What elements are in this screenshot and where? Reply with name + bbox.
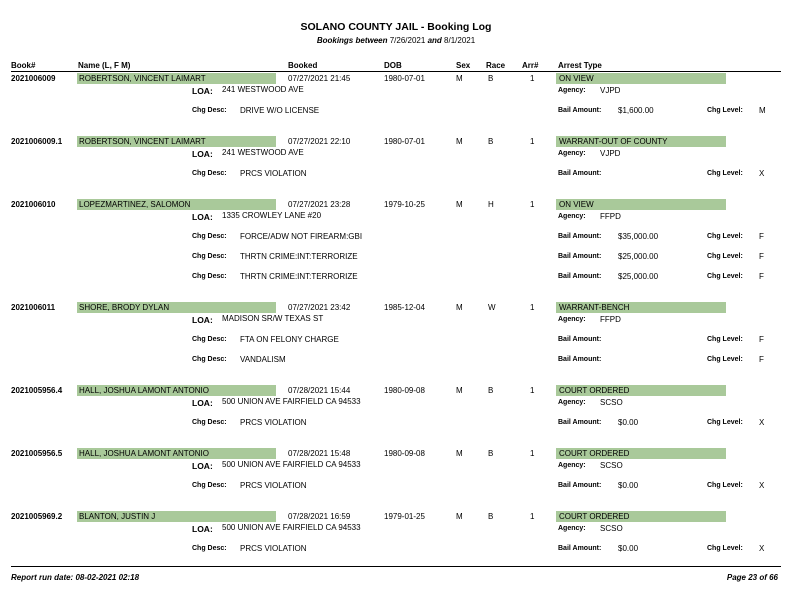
booked-datetime: 07/27/2021 22:10 bbox=[288, 137, 351, 146]
bail-amount-label: Bail Amount: bbox=[558, 107, 602, 114]
race: B bbox=[488, 137, 494, 146]
inmate-name-cell bbox=[77, 385, 276, 396]
loa-label: LOA: bbox=[192, 315, 213, 325]
inmate-name-cell bbox=[77, 448, 276, 459]
agency: VJPD bbox=[600, 149, 621, 158]
inmate-name: HALL, JOSHUA LAMONT ANTONIO bbox=[79, 386, 209, 395]
arrest-number: 1 bbox=[530, 137, 535, 146]
agency: VJPD bbox=[600, 86, 621, 95]
bail-amount-label: Bail Amount: bbox=[558, 170, 602, 177]
sex: M bbox=[456, 303, 463, 312]
race: B bbox=[488, 449, 494, 458]
inmate-name: ROBERTSON, VINCENT LAIMART bbox=[79, 137, 206, 146]
agency-label: Agency: bbox=[558, 213, 586, 220]
agency: SCSO bbox=[600, 398, 623, 407]
date-of-birth: 1980-07-01 bbox=[384, 74, 425, 83]
booking-record bbox=[0, 199, 792, 289]
book-number: 2021006009.1 bbox=[11, 137, 63, 146]
inmate-name-cell bbox=[77, 73, 276, 84]
location-of-arrest: 500 UNION AVE FAIRFIELD CA 94533 bbox=[222, 460, 361, 469]
agency: SCSO bbox=[600, 461, 623, 470]
charge-description: THRTN CRIME:INT:TERRORIZE bbox=[240, 272, 358, 281]
bail-amount: $0.00 bbox=[618, 481, 639, 490]
inmate-name: SHORE, BRODY DYLAN bbox=[79, 303, 170, 312]
charge-description: PRCS VIOLATION bbox=[240, 169, 307, 178]
charge-desc-label: Chg Desc: bbox=[192, 233, 227, 240]
charge-description: DRIVE W/O LICENSE bbox=[240, 106, 320, 115]
bail-amount-label: Bail Amount: bbox=[558, 253, 602, 260]
charge-level: F bbox=[759, 355, 764, 364]
booked-datetime: 07/27/2021 23:28 bbox=[288, 200, 351, 209]
date-of-birth: 1985-12-04 bbox=[384, 303, 425, 312]
booked-datetime: 07/27/2021 21:45 bbox=[288, 74, 351, 83]
charge-level-label: Chg Level: bbox=[707, 356, 743, 363]
arrest-type-cell bbox=[556, 385, 726, 396]
inmate-name: HALL, JOSHUA LAMONT ANTONIO bbox=[79, 449, 209, 458]
loa-label: LOA: bbox=[192, 212, 213, 222]
book-number: 2021005969.2 bbox=[11, 512, 63, 521]
agency: FFPD bbox=[600, 315, 621, 324]
charge-description: VANDALISM bbox=[240, 355, 286, 364]
charge-level-label: Chg Level: bbox=[707, 545, 743, 552]
charge-level: F bbox=[759, 272, 764, 281]
loa-label: LOA: bbox=[192, 461, 213, 471]
charge-desc-label: Chg Desc: bbox=[192, 273, 227, 280]
arrest-type: COURT ORDERED bbox=[559, 386, 630, 395]
charge-description: PRCS VIOLATION bbox=[240, 418, 307, 427]
charge-level: F bbox=[759, 252, 764, 261]
bail-amount: $35,000.00 bbox=[618, 232, 659, 241]
charge-level: F bbox=[759, 232, 764, 241]
bail-amount-label: Bail Amount: bbox=[558, 419, 602, 426]
charge-level-label: Chg Level: bbox=[707, 253, 743, 260]
bail-amount: $0.00 bbox=[618, 418, 639, 427]
bail-amount-label: Bail Amount: bbox=[558, 545, 602, 552]
booked-datetime: 07/28/2021 15:48 bbox=[288, 449, 351, 458]
arrest-type: WARRANT-OUT OF COUNTY bbox=[559, 137, 668, 146]
charge-level: X bbox=[759, 481, 765, 490]
report-run-date: Report run date: 08-02-2021 02:18 bbox=[11, 573, 140, 582]
col-header-dob: DOB bbox=[384, 61, 402, 70]
report-subtitle bbox=[0, 36, 792, 45]
bail-amount-label: Bail Amount: bbox=[558, 482, 602, 489]
bail-amount: $25,000.00 bbox=[618, 252, 659, 261]
arrest-type-cell bbox=[556, 448, 726, 459]
agency: SCSO bbox=[600, 524, 623, 533]
race: H bbox=[488, 200, 494, 209]
charge-desc-label: Chg Desc: bbox=[192, 170, 227, 177]
inmate-name-cell bbox=[77, 136, 276, 147]
agency: FFPD bbox=[600, 212, 621, 221]
arrest-number: 1 bbox=[530, 200, 535, 209]
charge-level: M bbox=[759, 106, 766, 115]
loa-label: LOA: bbox=[192, 524, 213, 534]
subtitle-prefix: Bookings between bbox=[316, 36, 388, 45]
charge-level-label: Chg Level: bbox=[707, 170, 743, 177]
charge-level: F bbox=[759, 335, 764, 344]
inmate-name-cell bbox=[77, 199, 276, 210]
booking-record bbox=[0, 302, 792, 392]
charge-description: PRCS VIOLATION bbox=[240, 544, 307, 553]
agency-label: Agency: bbox=[558, 525, 586, 532]
book-number: 2021006011 bbox=[11, 303, 56, 312]
col-header-arr: Arr# bbox=[522, 61, 539, 70]
agency-label: Agency: bbox=[558, 399, 586, 406]
inmate-name-cell bbox=[77, 302, 276, 313]
charge-level: X bbox=[759, 544, 765, 553]
col-header-arrest-type: Arrest Type bbox=[558, 61, 602, 70]
arrest-number: 1 bbox=[530, 512, 535, 521]
charge-level-label: Chg Level: bbox=[707, 336, 743, 343]
agency-label: Agency: bbox=[558, 462, 586, 469]
loa-label: LOA: bbox=[192, 86, 213, 96]
agency-label: Agency: bbox=[558, 316, 586, 323]
arrest-type: ON VIEW bbox=[559, 74, 594, 83]
bail-amount-label: Bail Amount: bbox=[558, 336, 602, 343]
footer-divider bbox=[11, 566, 781, 567]
location-of-arrest: 1335 CROWLEY LANE #20 bbox=[222, 211, 322, 220]
report-title: SOLANO COUNTY JAIL - Booking Log bbox=[300, 21, 492, 33]
page-number: Page 23 of 66 bbox=[726, 573, 778, 582]
charge-level-label: Chg Level: bbox=[707, 419, 743, 426]
charge-desc-label: Chg Desc: bbox=[192, 545, 227, 552]
date-of-birth: 1980-09-08 bbox=[384, 386, 425, 395]
arrest-type-cell bbox=[556, 73, 726, 84]
header-divider bbox=[11, 71, 781, 72]
location-of-arrest: 500 UNION AVE FAIRFIELD CA 94533 bbox=[222, 397, 361, 406]
arrest-type-cell bbox=[556, 511, 726, 522]
charge-desc-label: Chg Desc: bbox=[192, 482, 227, 489]
date-of-birth: 1980-07-01 bbox=[384, 137, 425, 146]
arrest-number: 1 bbox=[530, 449, 535, 458]
date-of-birth: 1979-10-25 bbox=[384, 200, 425, 209]
col-header-book: Book# bbox=[11, 61, 36, 70]
arrest-type: ON VIEW bbox=[559, 200, 594, 209]
charge-desc-label: Chg Desc: bbox=[192, 356, 227, 363]
race: B bbox=[488, 386, 494, 395]
charge-description: THRTN CRIME:INT:TERRORIZE bbox=[240, 252, 358, 261]
subtitle-and: and bbox=[427, 36, 442, 45]
inmate-name-cell bbox=[77, 511, 276, 522]
sex: M bbox=[456, 386, 463, 395]
charge-description: FTA ON FELONY CHARGE bbox=[240, 335, 339, 344]
charge-desc-label: Chg Desc: bbox=[192, 253, 227, 260]
race: B bbox=[488, 512, 494, 521]
book-number: 2021006010 bbox=[11, 200, 56, 209]
charge-desc-label: Chg Desc: bbox=[192, 336, 227, 343]
arrest-type: COURT ORDERED bbox=[559, 512, 630, 521]
arrest-type: COURT ORDERED bbox=[559, 449, 630, 458]
inmate-name: ROBERTSON, VINCENT LAIMART bbox=[79, 74, 206, 83]
location-of-arrest: MADISON SR/W TEXAS ST bbox=[222, 314, 324, 323]
charge-level-label: Chg Level: bbox=[707, 107, 743, 114]
arrest-type-cell bbox=[556, 302, 726, 313]
loa-label: LOA: bbox=[192, 149, 213, 159]
race: B bbox=[488, 74, 494, 83]
col-header-race: Race bbox=[486, 61, 506, 70]
location-of-arrest: 241 WESTWOOD AVE bbox=[222, 85, 304, 94]
location-of-arrest: 241 WESTWOOD AVE bbox=[222, 148, 304, 157]
book-number: 2021006009 bbox=[11, 74, 56, 83]
arrest-type-cell bbox=[556, 136, 726, 147]
arrest-number: 1 bbox=[530, 74, 535, 83]
col-header-name: Name (L, F M) bbox=[78, 61, 131, 70]
charge-level-label: Chg Level: bbox=[707, 482, 743, 489]
sex: M bbox=[456, 512, 463, 521]
date-of-birth: 1980-09-08 bbox=[384, 449, 425, 458]
bail-amount: $25,000.00 bbox=[618, 272, 659, 281]
charge-level-label: Chg Level: bbox=[707, 273, 743, 280]
bail-amount: $0.00 bbox=[618, 544, 639, 553]
booked-datetime: 07/28/2021 16:59 bbox=[288, 512, 351, 521]
end-date: 8/1/2021 bbox=[444, 36, 476, 45]
start-date: 7/26/2021 bbox=[389, 36, 426, 45]
agency-label: Agency: bbox=[558, 150, 586, 157]
loa-label: LOA: bbox=[192, 398, 213, 408]
booking-record bbox=[0, 511, 792, 601]
charge-description: FORCE/ADW NOT FIREARM:GBI bbox=[240, 232, 363, 241]
bail-amount-label: Bail Amount: bbox=[558, 233, 602, 240]
arrest-number: 1 bbox=[530, 386, 535, 395]
charge-level: X bbox=[759, 418, 765, 427]
inmate-name: LOPEZMARTINEZ, SALOMON bbox=[79, 200, 191, 209]
sex: M bbox=[456, 449, 463, 458]
booked-datetime: 07/27/2021 23:42 bbox=[288, 303, 351, 312]
charge-level: X bbox=[759, 169, 765, 178]
race: W bbox=[488, 303, 496, 312]
booked-datetime: 07/28/2021 15:44 bbox=[288, 386, 351, 395]
charge-description: PRCS VIOLATION bbox=[240, 481, 307, 490]
bail-amount: $1,600.00 bbox=[618, 106, 654, 115]
col-header-sex: Sex bbox=[456, 61, 471, 70]
sex: M bbox=[456, 74, 463, 83]
book-number: 2021005956.4 bbox=[11, 386, 63, 395]
inmate-name: BLANTON, JUSTIN J bbox=[79, 512, 156, 521]
date-of-birth: 1979-01-25 bbox=[384, 512, 425, 521]
arrest-number: 1 bbox=[530, 303, 535, 312]
location-of-arrest: 500 UNION AVE FAIRFIELD CA 94533 bbox=[222, 523, 361, 532]
charge-desc-label: Chg Desc: bbox=[192, 419, 227, 426]
arrest-type-cell bbox=[556, 199, 726, 210]
sex: M bbox=[456, 137, 463, 146]
bail-amount-label: Bail Amount: bbox=[558, 273, 602, 280]
sex: M bbox=[456, 200, 463, 209]
agency-label: Agency: bbox=[558, 87, 586, 94]
col-header-booked: Booked bbox=[288, 61, 318, 70]
arrest-type: WARRANT-BENCH bbox=[559, 303, 630, 312]
charge-desc-label: Chg Desc: bbox=[192, 107, 227, 114]
charge-level-label: Chg Level: bbox=[707, 233, 743, 240]
book-number: 2021005956.5 bbox=[11, 449, 63, 458]
bail-amount-label: Bail Amount: bbox=[558, 356, 602, 363]
